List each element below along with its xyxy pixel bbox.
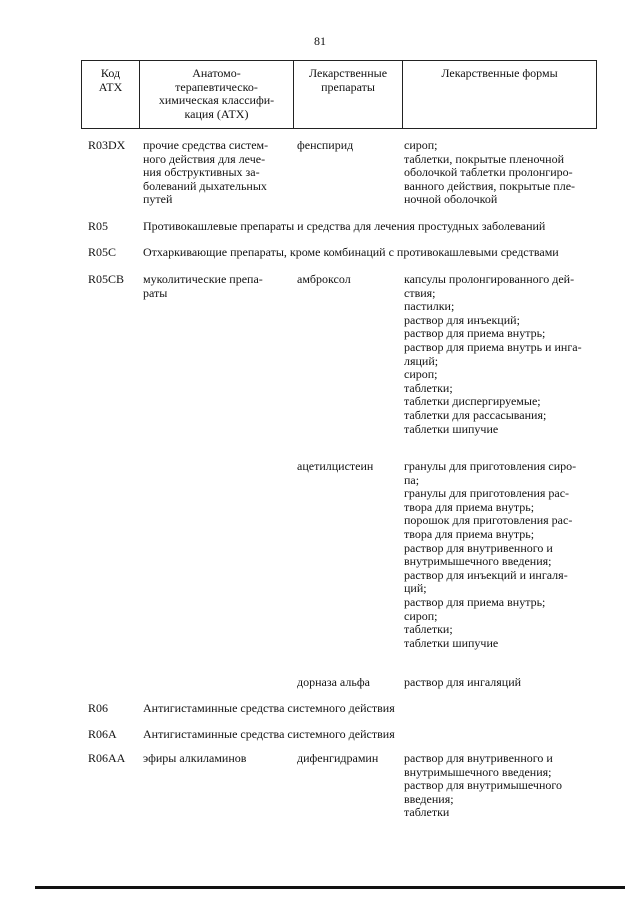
atc-code: R06A xyxy=(88,727,117,741)
header-atc-classification xyxy=(140,61,294,128)
drug-name: ацетилцистеин xyxy=(297,459,374,473)
atc-classification: прочие средства систем- ного действия для лече- ния обструктивных за- болеваний дыхательных путей xyxy=(143,138,269,207)
bottom-rule xyxy=(35,886,625,889)
group-title: Антигистаминные средства системного действия xyxy=(143,701,395,715)
group-title: Отхаркивающие препараты, кроме комбинаций с противокашлевыми средствами xyxy=(143,245,559,259)
header-atc-classification-label: Анатомо- терапевтическо- химическая классифи- кация (АТХ) xyxy=(158,66,275,121)
dosage-forms: капсулы пролонгированного дей- ствия; пастилки; раствор для инъекций; раствор для приема внутрь; раствор для приема внутрь и инга- ляций; сироп; таблетки; таблетки диспергируемые; таблетки для рассасывания; таблетки шипучие xyxy=(404,272,582,436)
header-drugs-label: Лекарственные препараты xyxy=(308,66,388,94)
dosage-forms: раствор для внутривенного и внутримышечного введения; раствор для внутримышечного введения; таблетки xyxy=(404,751,562,820)
atc-code: R05C xyxy=(88,245,117,259)
atc-classification: эфиры алкиламинов xyxy=(143,751,247,765)
group-title: Противокашлевые препараты и средства для лечения простудных заболеваний xyxy=(143,219,546,233)
drug-name: дорназа альфа xyxy=(297,675,370,689)
dosage-forms: гранулы для приготовления сиро- па; гранулы для приготовления рас- твора для приема внутрь; порошок для приготовления рас- твора для приема внутрь; раствор для внутривенного и внутримышечного введения; раствор для инъекций и ингаля- ций; раствор для приема внутрь; сироп; таблетки; таблетки шипучие xyxy=(404,459,577,650)
table-header xyxy=(81,60,597,129)
header-atc-code xyxy=(82,61,140,128)
dosage-forms: сироп; таблетки, покрытые пленочной оболочкой таблетки пролонгиро- ванного действия, покрытые пле- ночной оболочкой xyxy=(404,138,576,207)
atc-code: R05CB xyxy=(88,272,125,286)
dosage-forms: раствор для ингаляций xyxy=(404,675,522,689)
drug-name: дифенгидрамин xyxy=(297,751,379,765)
atc-code: R06AA xyxy=(88,751,126,765)
atc-code: R03DX xyxy=(88,138,126,152)
header-dosage-forms xyxy=(403,61,596,128)
drug-name: фенспирид xyxy=(297,138,354,152)
atc-classification: муколитические препа- раты xyxy=(143,272,263,300)
page-number: 81 xyxy=(314,34,326,48)
group-title: Антигистаминные средства системного действия xyxy=(143,727,395,741)
drug-name: амброксол xyxy=(297,272,351,286)
header-atc-code-label: Код АТХ xyxy=(98,66,123,94)
atc-code: R06 xyxy=(88,701,109,715)
atc-code: R05 xyxy=(88,219,109,233)
header-dosage-forms-label: Лекарственные формы xyxy=(441,66,558,80)
header-drugs xyxy=(294,61,403,128)
